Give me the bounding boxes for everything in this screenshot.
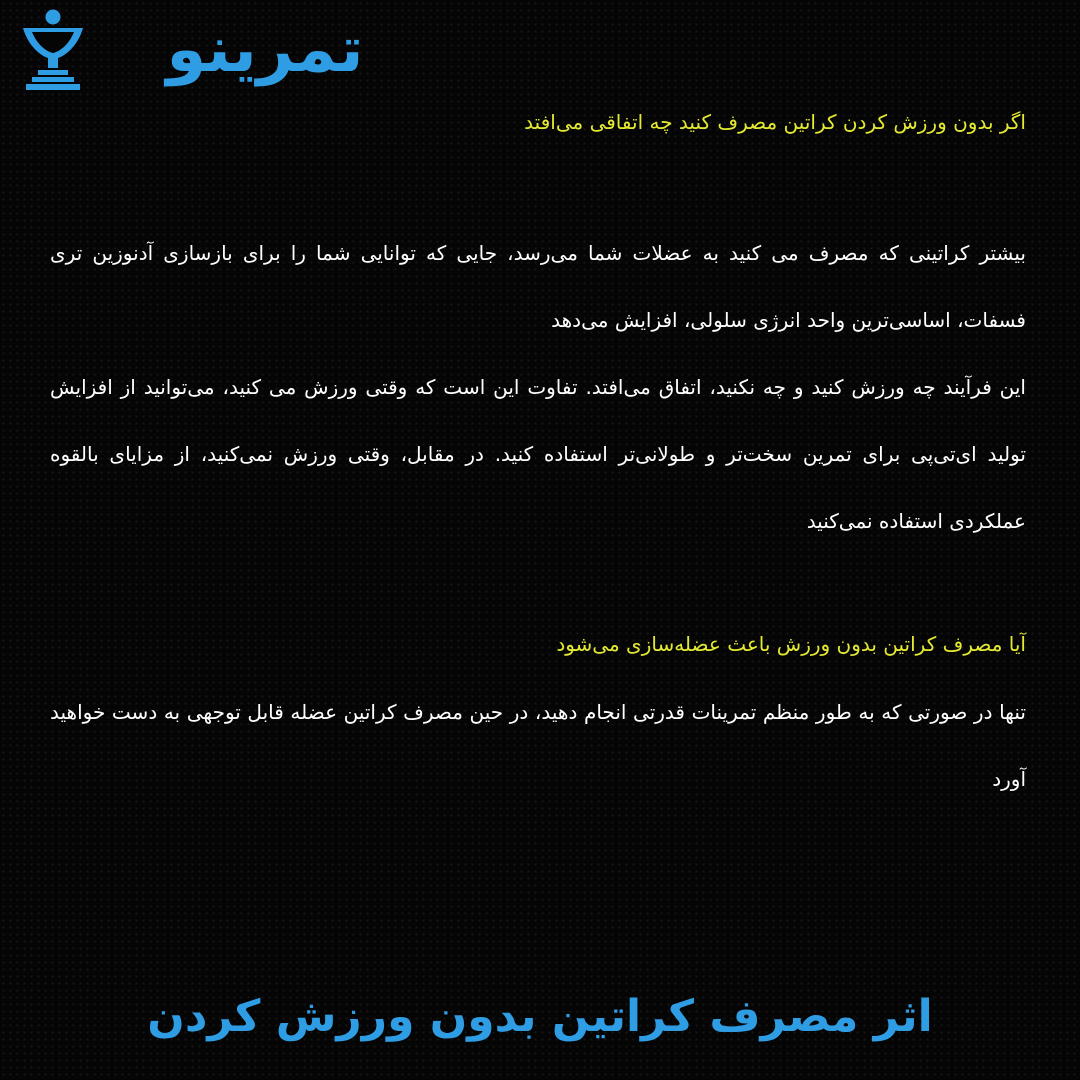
paragraph: بیشتر کراتینی که مصرف می کنید به عضلات شما می‌رسد، جایی که توانایی شما را برای بازسازی آدنوزین تری فسفات، اساسی‌ترین واحد انرژی سلولی، افزایش می‌دهد این فرآیند چه ورزش کنید و چه نکنید، اتفاق می‌افتد. تفاوت این است که وقتی ورزش می کنید، می‌توانید از افزایش تولید ای‌تی‌پی برای تمرین سخت‌تر و طولانی‌تر استفاده کنید. در مقابل، وقتی ورزش نمی‌کنید، از مزایای بالقوه عملکردی استفاده نمی‌کنید — [50, 241, 1026, 533]
dumbbell-trophy-icon — [18, 8, 88, 94]
section-heading: اگر بدون ورزش کردن کراتین مصرف کنید چه اتفاقی می‌افتد — [524, 110, 1026, 134]
paragraph: تنها در صورتی که به طور منظم تمرینات قدرتی انجام دهید، در حین مصرف کراتین عضله قابل توجهی به دست خواهید آورد — [50, 700, 1026, 791]
brand-name: تمرینو — [166, 13, 364, 87]
footer-title: اثر مصرف کراتین بدون ورزش کردن — [147, 991, 933, 1042]
section-heading: آیا مصرف کراتین بدون ورزش باعث عضله‌سازی می‌شود — [556, 632, 1026, 656]
brand-logo — [18, 8, 438, 98]
